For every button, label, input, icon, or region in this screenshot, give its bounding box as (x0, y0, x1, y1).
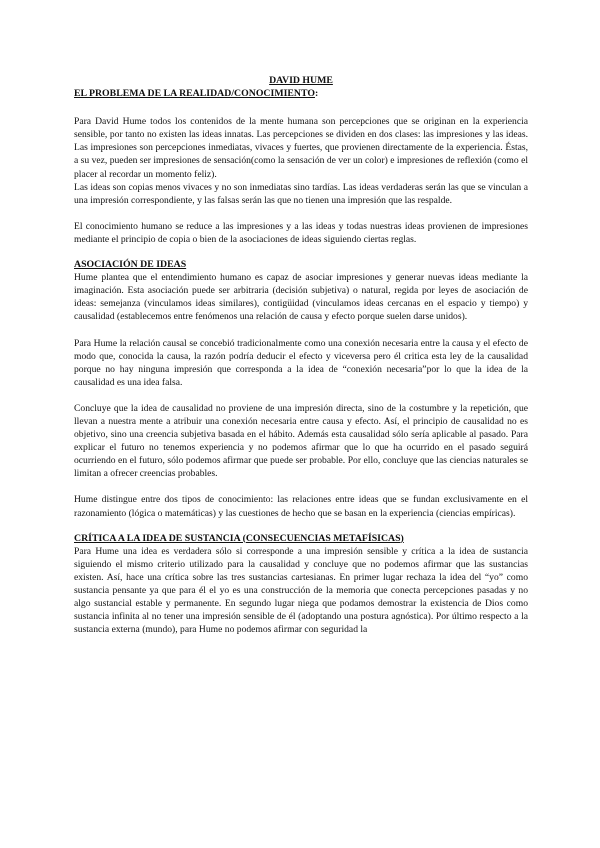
section-title-text: EL PROBLEMA DE LA REALIDAD/CONOCIMIENTO (74, 88, 315, 100)
heading-asociacion: ASOCIACIÓN DE IDEAS (74, 259, 187, 271)
intro-paragraph-1: Para David Hume todos los contenidos de la mente humana son percepciones que se originan en la experiencia sensible, por tanto no existen las ideas innatas. Las percepciones se dividen en dos clases: las impresiones y las ideas. Las impresiones son percepciones inmediatas, vivaces y fuertes, que provienen directamente de la experiencia. Éstas, a su vez, pueden ser impresiones de sensación(como la sensación de ver un color) e impresiones de reflexión (como el placer al recordar un momento feliz). (74, 116, 528, 180)
heading-critica-sustancia: CRÍTICA A LA IDEA DE SUSTANCIA (CONSECUENCIAS METAFÍSICAS) (74, 532, 404, 544)
asociacion-paragraph-3: Concluye que la idea de causalidad no proviene de una impresión directa, sino de la costumbre y la repetición, que llevan a nuestra mente a atribuir una conexión necesaria entre causa y efecto. Así, el principio de causalidad no es objetivo, sino una creencia subjetiva basada en el hábito. Además esta causalidad sólo sería aplicable al pasado. Para explicar el futuro no tenemos experiencia y no podemos afirmar que lo que ha ocurrido en el pasado seguirá ocurriendo en el futuro, sólo podemos afirmar que puede ser probable. Por ello, concluye que las ciencias naturales se limitan a ofrecer creencias probables. (74, 402, 528, 480)
page-title: DAVID HUME (269, 75, 333, 86)
document-page (74, 74, 528, 636)
critica-paragraph-1: Para Hume una idea es verdadera sólo si corresponde a una impresión sensible y crítica a la idea de sustancia siguiendo el mismo criterio utilizado para la causalidad y concluye que no podemos afirmar que las sustancias existen. Así, hace una crítica sobre las tres sustancias cartesianas. En primer lugar rechaza la idea del “yo” como sustancia pensante ya que para él el yo es una construcción de la memoria que conecta percepciones pasadas y no algo sustancial estable y permanente. En segundo lugar niega que podamos demostrar la existencia de Dios como sustancia infinita al no tener una impresión sensible de él (adoptando una postura agnóstica). Por último respecto a la sustancia externa (mundo), para Hume no podemos afirmar con seguridad la (74, 545, 528, 636)
asociacion-paragraph-1: Hume plantea que el entendimiento humano es capaz de asociar impresiones y generar nuevas ideas mediante la imaginación. Esta asociación puede ser arbitraria (decisión subjetiva) o natural, regida por leyes de asociación de ideas: semejanza (vinculamos ideas similares), contigüidad (vinculamos ideas cercanas en el espacio y tiempo) y causalidad (establecemos entre fenómenos una relación de causa y efecto porque suelen darse unidos). (74, 272, 528, 323)
section-title-realidad (74, 87, 528, 100)
asociacion-paragraph-2: Para Hume la relación causal se concebió tradicionalmente como una conexión necesaria entre la causa y el efecto de modo que, conocida la causa, la razón podría deducir el efecto y viceversa pero él critica esta ley de la causalidad porque no hay ninguna impresión que corresponda a la idea de “conexión necesaria”por lo que la idea de la causalidad es una idea falsa. (74, 337, 528, 388)
asociacion-paragraph-4: Hume distingue entre dos tipos de conocimiento: las relaciones entre ideas que se fundan exclusivamente en el razonamiento (lógica o matemáticas) y las cuestiones de hecho que se basan en la experiencia (ciencias empíricas). (74, 494, 528, 519)
intro-paragraph-3: El conocimiento humano se reduce a las impresiones y a las ideas y todas nuestras ideas provienen de impresiones mediante el principio de copia o bien de la asociaciones de ideas siguiendo ciertas reglas. (74, 220, 528, 245)
section-title-colon: : (314, 88, 319, 100)
intro-paragraph-2: Las ideas son copias menos vivaces y no son inmediatas sino tardías. Las ideas verdaderas serán las que se vinculan a una impresión correspondiente, y las falsas serán las que no tienen una impresión que las respalde. (74, 181, 528, 206)
